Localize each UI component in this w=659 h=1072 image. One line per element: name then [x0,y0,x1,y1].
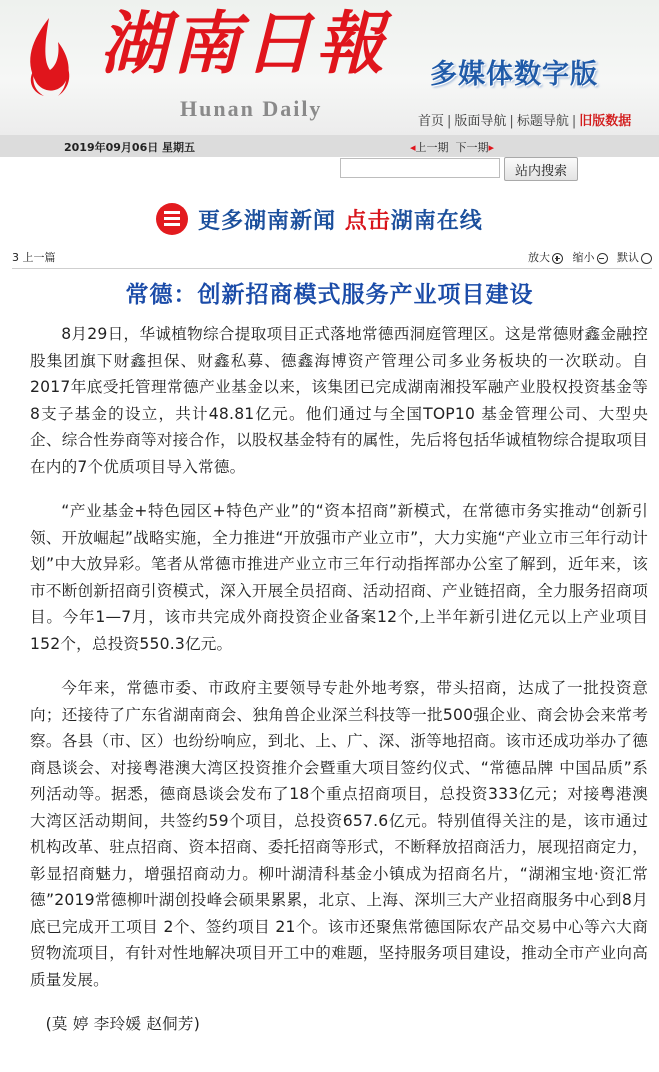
article-toolbar [12,246,652,270]
zoom-out-icon [597,253,608,264]
masthead [0,0,659,135]
prev-issue-arrow-icon: ◂ [410,141,416,154]
top-nav: 首页 | 版面导航 | 标题导航 | 旧版数据 [418,114,632,129]
banner-part1: 更多湖南新闻 [198,208,337,234]
nav-archive-link[interactable]: 旧版数据 [579,114,632,129]
article-byline: (莫 婷 李玲媛 赵侗芳) [45,1015,200,1033]
masthead-title: 湖南日報 [100,4,389,84]
zoom-in-label: 放大 [528,251,550,264]
prev-article-link[interactable]: 3 上一篇 [12,251,56,264]
prev-issue-link[interactable]: 上一期 [415,141,449,154]
issue-navigation [410,139,494,155]
next-issue-link[interactable]: 下一期 [455,141,489,154]
banner-text [198,204,483,235]
article-paragraph: 8月29日，华诚植物综合提取项目正式落地常德西洞庭管理区。这是常德财鑫金融控股集团旗下财鑫担保、财鑫私募、德鑫海博资产管理公司多业务板块的一次联动。自2017年底受托管理常德产业基金以来，该集团已完成湖南湘投军融产业股权投资基金等8支子基金的设立，共计48.81亿元。他们通过与全国TOP10 基金管理公司、大型央企、综合性券商等对接合作，以股权基金特有的属性，先后将包括华诚植物综合提取项目在内的7个优质项目导入常德。 [30,325,648,476]
zoom-in-button[interactable] [528,251,563,264]
article-headline: 常德：创新招商模式服务产业项目建设 [125,282,534,308]
masthead-subtitle: Hunan Daily [180,96,323,121]
divider [12,268,652,269]
hunan-online-banner[interactable] [150,200,510,240]
issue-date: 2019年09月06日 星期五 [64,141,196,154]
flame-logo-icon [14,12,84,102]
article-paragraph: 今年来，常德市委、市政府主要领导专赴外地考察，带头招商，达成了一批投资意向；还接待了广东省湖南商会、独角兽企业深兰科技等一批500强企业、商会协会来常考察。各县（市、区）也纷纷响应，到北、上、广、深、浙等地招商。该市还成功举办了德商恳谈会、对接粤港澳大湾区投资推介会暨重大项目签约仪式、“常德品牌 中国品质”系列活动等。据悉，德商恳谈会发布了18个重点招商项目，总投资333亿元；对接粤港澳大湾区活动期间，共签约59个项目，总投资657.6亿元。特别值得关注的是，该市通过机构改革、驻点招商、资本招商、委托招商等形式，不断释放招商活力，展现招商定力，彰显招商魅力，增强招商动力。柳叶湖清科基金小镇成为招商名片，“湖湘宝地·资汇常德”2019常德柳叶湖创投峰会硕果累累，北京、上海、深圳三大产业招商服务中心到8月底已完成开工项目 2个、签约项目 21个。该市还聚焦常德国际农产品交易中心等六大商贸物流项目，有针对性地解决项目开工中的难题，坚持服务项目建设，推动全市产业向高质量发展。 [30,679,648,989]
edition-label: 多媒体数字版 [430,59,598,90]
banner-part2: 点击 [344,208,391,234]
zoom-default-button[interactable] [617,251,652,264]
banner-part3: 湖南在线 [390,208,483,234]
article-paragraph: “产业基金+特色园区+特色产业”的“资本招商”新模式，在常德市务实推动“创新引领、开放崛起”战略实施，全力推进“开放强市产业立市”，大力实施“产业立市三年行动计划”中大放异彩。笔者从常德市推进产业立市三年行动指挥部办公室了解到，近年来，该市不断创新招商引资模式，深入开展全员招商、活动招商、产业链招商，全力服务招商项目。今年1—7月，该市共完成外商投资企业备案12个,上半年新引进亿元以上产业项目152个，总投资550.3亿元。 [30,502,648,653]
next-issue-arrow-icon: ▸ [488,141,495,154]
nav-home-link[interactable]: 首页 [418,114,445,129]
zoom-out-button[interactable] [573,251,608,264]
zoom-in-icon [552,253,563,264]
zoom-default-label: 默认 [617,251,639,264]
search-button[interactable]: 站内搜索 [504,157,578,181]
zoom-out-label: 缩小 [572,251,595,264]
nav-layout-link[interactable]: 版面导航 [454,114,507,129]
nav-headline-link[interactable]: 标题导航 [516,114,569,129]
banner-logo-icon [156,203,188,235]
zoom-default-icon [641,253,652,264]
article-body [30,321,648,1056]
search-input[interactable] [340,158,500,178]
zoom-controls [522,249,652,265]
